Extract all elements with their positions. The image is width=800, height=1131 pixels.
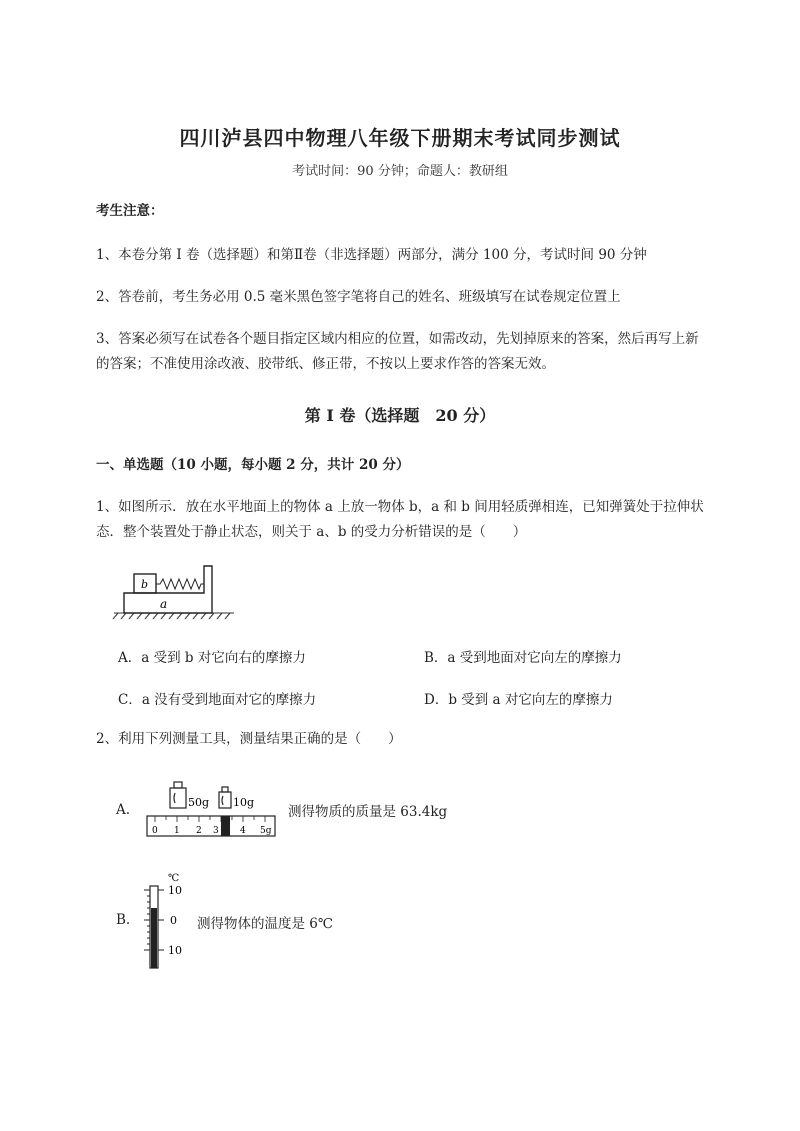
weight-10g (219, 787, 231, 808)
thermometer-unit: ℃ (168, 873, 180, 884)
thermometer-tick-zero: 0 (170, 914, 177, 927)
q2-option-b-letter[interactable]: B. (116, 912, 131, 928)
q2-option-a-text: 测得物质的质量是 63.4kg (288, 804, 448, 820)
ground-hatch (113, 613, 234, 619)
spring (156, 579, 204, 589)
q1-option-a[interactable]: A．a 受到 b 对它向右的摩擦力 (118, 650, 306, 666)
q1-option-c[interactable]: C．a 没有受到地面对它的摩擦力 (118, 692, 317, 708)
scale-tick-1: 1 (174, 826, 180, 836)
notice-item-3-cont: 的答案；不准使用涂改液、胶带纸、修正带，不按以上要求作答的答案无效。 (96, 356, 555, 372)
q1-stem-line1: 1、如图所示．放在水平地面上的物体 a 上放一物体 b，a 和 b 间用轻质弹相连，已知弹簧处于拉伸状 (96, 499, 704, 515)
thermometer-tick-bottom: 10 (168, 944, 182, 957)
q2-stem: 2、利用下列测量工具，测量结果正确的是（ ） (96, 731, 402, 747)
label-a: a (160, 597, 168, 611)
q1-figure (110, 560, 240, 620)
thermometer-tick-top: 10 (168, 884, 182, 897)
q1-option-b[interactable]: B．a 受到地面对它向左的摩擦力 (424, 650, 622, 666)
notice-heading: 考生注意： (96, 203, 164, 219)
weight-10g-label: 10g (233, 796, 255, 809)
section-title: 第 I 卷（选择题 20 分） (304, 406, 496, 425)
scale-tick-0: 0 (152, 826, 158, 836)
scale-ticks (155, 816, 265, 822)
balance-scale-figure (145, 778, 280, 840)
q2-option-a-letter[interactable]: A. (116, 802, 131, 818)
rider (221, 816, 230, 836)
notice-item-3: 3、答案必须写在试卷各个题目指定区域内相应的位置，如需改动，先划掉原来的答案，然后再写上新 (96, 331, 699, 347)
label-b: b (141, 578, 149, 591)
scale-tick-3: 3 (213, 826, 219, 836)
part-heading: 一、单选题（10 小题，每小题 2 分，共计 20 分） (96, 457, 410, 473)
q2-option-b-text: 测得物体的温度是 6℃ (197, 916, 333, 932)
q1-stem-line2: 态．整个装置处于静止状态，则关于 a、b 的受力分析错误的是（ ） (96, 524, 527, 540)
exam-subtitle: 考试时间：90 分钟；命题人：教研组 (292, 164, 508, 179)
thermometer-liquid (151, 908, 157, 968)
notice-item-1: 1、本卷分第 I 卷（选择题）和第Ⅱ卷（非选择题）两部分，满分 100 分，考试时间 90 分钟 (96, 247, 647, 263)
notice-item-2: 2、答卷前，考生务必用 0.5 毫米黑色签字笔将自己的姓名、班级填写在试卷规定位置上 (96, 289, 621, 305)
thermometer-figure (140, 868, 200, 972)
scale-tick-5: 5g (260, 826, 272, 836)
q1-option-d[interactable]: D．b 受到 a 对它向左的摩擦力 (424, 692, 613, 708)
weight-50g (170, 782, 186, 808)
exam-title: 四川泸县四中物理八年级下册期末考试同步测试 (179, 126, 621, 150)
weight-50g-label: 50g (188, 796, 210, 809)
scale-tick-4: 4 (240, 826, 246, 836)
scale-tick-2: 2 (196, 826, 202, 836)
